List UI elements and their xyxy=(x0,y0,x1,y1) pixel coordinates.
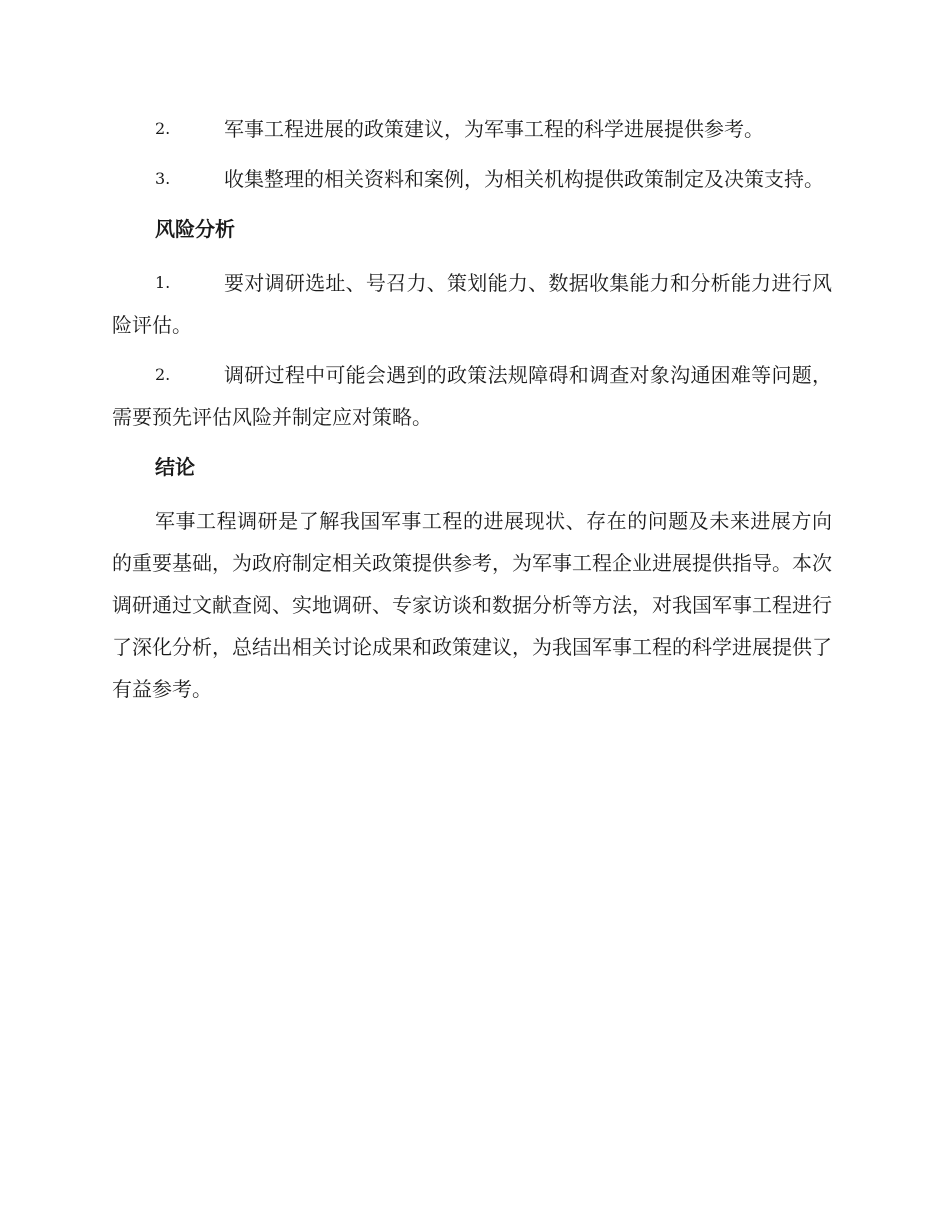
document-content xyxy=(112,108,832,710)
list-number: 2. xyxy=(155,365,171,384)
list-text: 要对调研选址、号召力、策划能力、数据收集能力和分析能力进行风险评估。 xyxy=(112,271,832,337)
list-text: 收集整理的相关资料和案例，为相关机构提供政策制定及决策支持。 xyxy=(224,167,824,191)
list-item xyxy=(112,354,832,438)
list-item xyxy=(112,158,832,200)
list-number: 2. xyxy=(155,119,171,138)
list-item xyxy=(112,262,832,346)
section-heading-risk: 风险分析 xyxy=(155,217,235,241)
conclusion-paragraph: 军事工程调研是了解我国军事工程的进展现状、存在的问题及未来进展方向的重要基础，为政府制定相关政策提供参考，为军事工程企业进展提供指导。本次调研通过文献查阅、实地调研、专家访谈和数据分析等方法，对我国军事工程进行了深化分析，总结出相关讨论成果和政策建议，为我国军事工程的科学进展提供了有益参考。 xyxy=(112,509,832,701)
list-item xyxy=(112,108,832,150)
list-text: 军事工程进展的政策建议，为军事工程的科学进展提供参考。 xyxy=(224,117,764,141)
section-heading-conclusion: 结论 xyxy=(155,455,195,479)
list-number: 1. xyxy=(155,273,171,292)
list-text: 调研过程中可能会遇到的政策法规障碍和调查对象沟通困难等问题，需要预先评估风险并制定应对策略。 xyxy=(112,363,832,429)
list-number: 3. xyxy=(155,169,171,188)
